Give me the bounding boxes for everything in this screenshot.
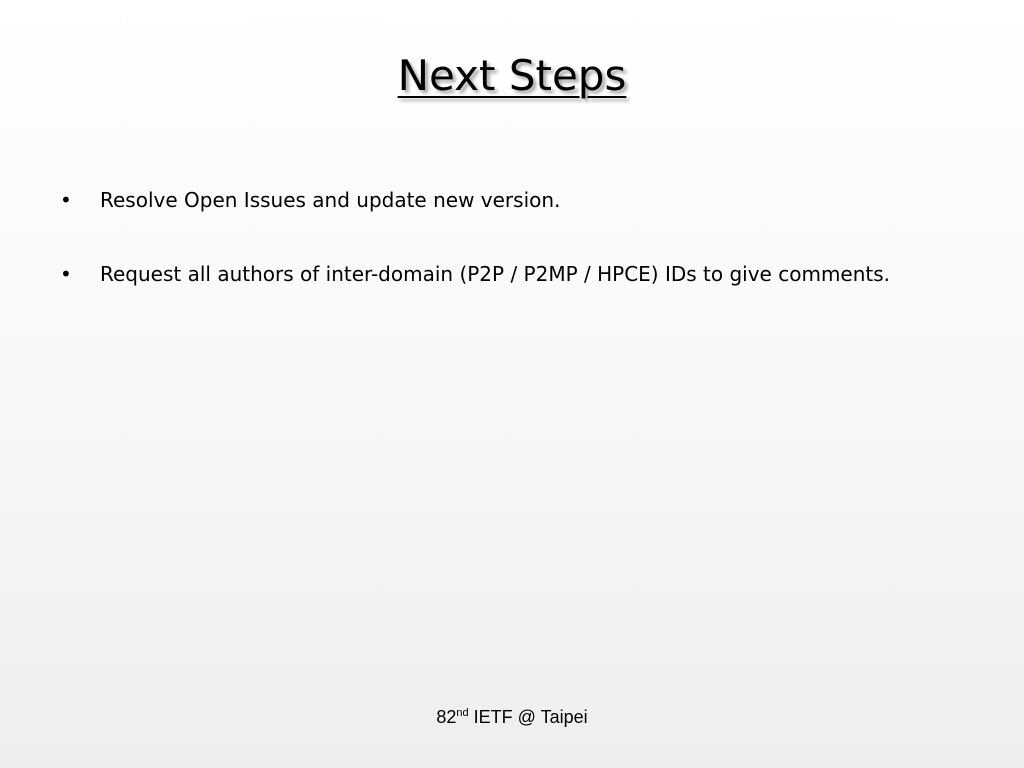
bullet-list — [60, 182, 1000, 330]
bullet-icon: • — [60, 262, 72, 286]
bullet-item — [60, 256, 1000, 292]
bullet-icon: • — [60, 188, 72, 212]
slide-footer — [0, 704, 1024, 730]
footer-text: IETF @ Taipei — [468, 707, 588, 727]
footer-superscript: nd — [456, 707, 469, 719]
bullet-item — [60, 182, 1000, 218]
bullet-text: Request all authors of inter-domain (P2P / P2MP / HPCE) IDs to give comments. — [100, 262, 891, 286]
slide-title: Next Steps — [397, 51, 627, 100]
footer-number: 82 — [436, 707, 457, 727]
bullet-text: Resolve Open Issues and update new version. — [100, 188, 561, 212]
